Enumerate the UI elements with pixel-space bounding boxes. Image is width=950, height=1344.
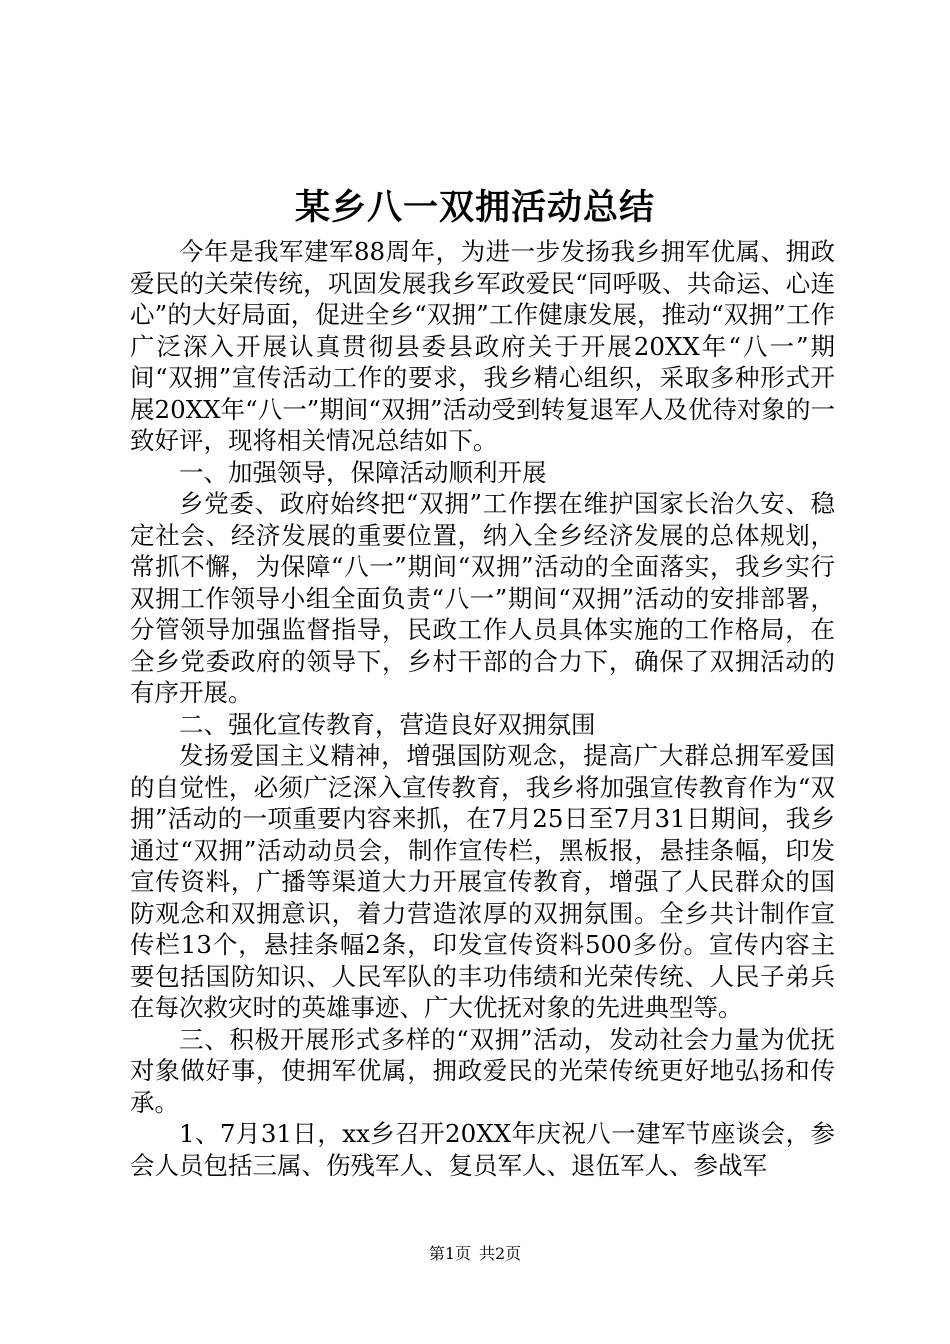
intro-paragraph: 今年是我军建军88周年，为进一步发扬我乡拥军优属、拥政爱民的关荣传统，巩固发展我乡军政爱民“同呼吸、共命运、心连心”的大好局面，促进全乡“双拥”工作健康发展，推动“双拥”工作广泛深入开展认真贯彻县委县政府关于开展20XX年“八一”期间“双拥”宣传活动工作的要求，我乡精心组织，采取多种形式开展20XX年“八一”期间“双拥”活动受到转复退军人及优待对象的一致好评，现将相关情况总结如下。 [130, 237, 835, 455]
page-footer [0, 1244, 950, 1264]
section-heading-1: 一、加强领导，保障活动顺利开展 [179, 457, 547, 487]
section-heading-2: 二、强化宣传教育，营造良好双拥氛围 [179, 709, 596, 739]
document-title: 某乡八一双拥活动总结 [294, 187, 655, 228]
page-total: 共2页 [479, 1244, 522, 1263]
document-body [130, 236, 835, 1181]
section-1-paragraph: 乡党委、政府始终把“双拥”工作摆在维护国家长治久安、稳定社会、经济发展的重要位置，纳入全乡经济发展的总体规划，常抓不懈，为保障“八一”期间“双拥”活动的全面落实，我乡实行双拥工作领导小组全面负责“八一”期间“双拥”活动的安排部署，分管领导加强监督指导，民政工作人员具体实施的工作格局，在全乡党委政府的领导下，乡村干部的合力下，确保了双拥活动的有序开展。 [130, 489, 835, 707]
section-3-item-1: 1、7月31日，xx乡召开20XX年庆祝八一建军节座谈会，参会人员包括三属、伤残军人、复员军人、退伍军人、参战军 [130, 1119, 835, 1180]
section-2-paragraph: 发扬爱国主义精神，增强国防观念，提高广大群总拥军爱国的自觉性，必须广泛深入宣传教育，我乡将加强宣传教育作为“双拥”活动的一项重要内容来抓，在7月25日至7月31日期间，我乡通过“双拥”活动动员会，制作宣传栏，黑板报，悬挂条幅，印发宣传资料，广播等渠道大力开展宣传教育，增强了人民群众的国防观念和双拥意识，着力营造浓厚的双拥氛围。全乡共计制作宣传栏13个，悬挂条幅2条，印发宣传资料500多份。宣传内容主要包括国防知识、人民军队的丰功伟绩和光荣传统、人民子弟兵在每次救灾时的英雄事迹、广大优抚对象的先进典型等。 [130, 741, 835, 1022]
section-heading-3: 三、积极开展形式多样的“双拥”活动，发动社会力量为优抚对象做好事，使拥军优属，拥政爱民的光荣传统更好地弘扬和传承。 [130, 1024, 835, 1117]
page-number: 第1页 [428, 1244, 471, 1263]
